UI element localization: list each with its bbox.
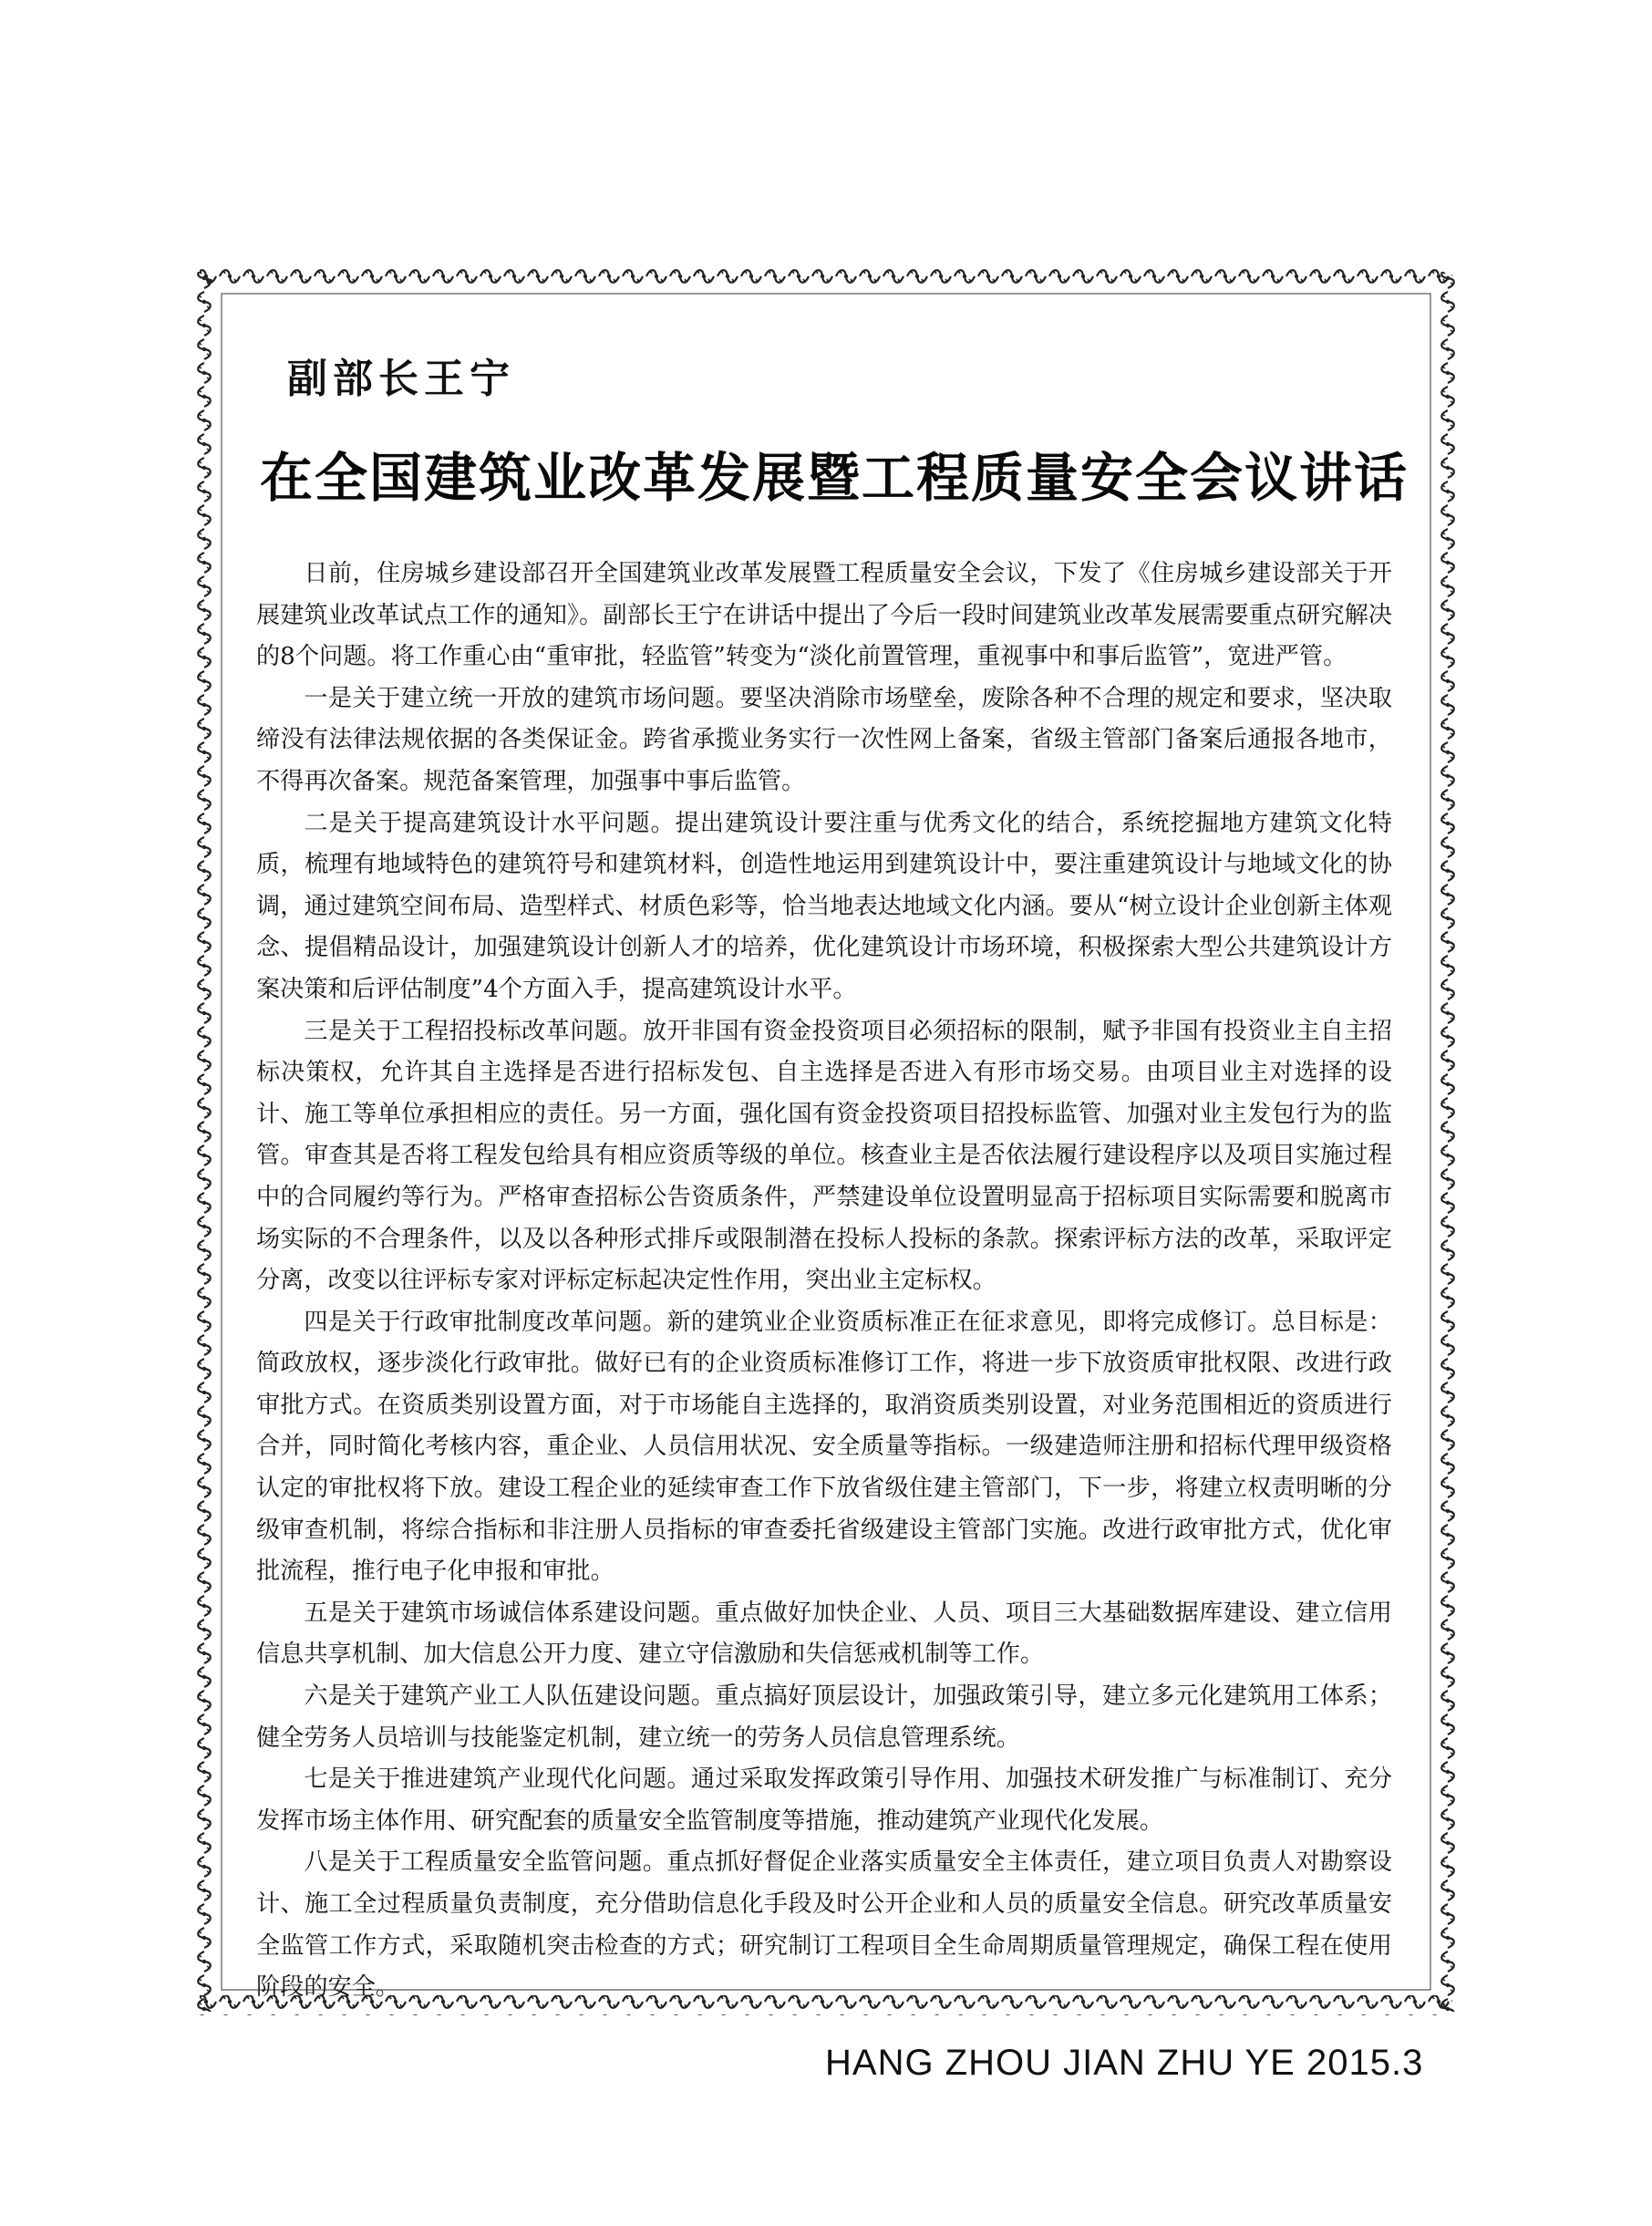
article-content: [251, 307, 1409, 2002]
paragraph: 一是关于建立统一开放的建筑市场问题。要坚决消除市场壁垒，废除各种不合理的规定和要求，坚决取缔没有法律法规依据的各类保证金。跨省承揽业务实行一次性网上备案，省级主管部门备案后通报各地市，不得再次备案。规范备案管理，加强事中事后监管。: [256, 684, 1392, 795]
article-frame: [194, 266, 1458, 2017]
paragraph: 二是关于提高建筑设计水平问题。提出建筑设计要注重与优秀文化的结合，系统挖掘地方建筑文化特质，梳理有地域特色的建筑符号和建筑材料，创造性地运用到建筑设计中，要注重建筑设计与地域文化的协调，通过建筑空间布局、造型样式、材质色彩等，恰当地表达地域文化内涵。要从“树立设计企业创新主体观念、提倡精品设计，加强建筑设计创新人才的培养，优化建筑设计市场环境，积极探索大型公共建筑设计方案决策和后评估制度”4个方面入手，提高建筑设计水平。: [256, 809, 1392, 1003]
paragraph: 七是关于推进建筑产业现代化问题。通过采取发挥政策引导作用、加强技术研发推广与标准制订、充分发挥市场主体作用、研究配套的质量安全监管制度等措施，推动建筑产业现代化发展。: [256, 1765, 1392, 1835]
article-body: [256, 554, 1392, 2009]
paragraph: 四是关于行政审批制度改革问题。新的建筑业企业资质标准正在征求意见，即将完成修订。总目标是：简政放权，逐步淡化行政审批。做好已有的企业资质标准修订工作，将进一步下放资质审批权限、改进行政审批方式。在资质类别设置方面，对于市场能自主选择的，取消资质类别设置，对业务范围相近的资质进行合并，同时简化考核内容，重企业、人员信用状况、安全质量等指标。一级建造师注册和招标代理甲级资格认定的审批权将下放。建设工程企业的延续审查工作下放省级住建主管部门，下一步，将建立权责明晰的分级审查机制，将综合指标和非注册人员指标的审查委托省级建设主管部门实施。改进行政审批方式，优化审批流程，推行电子化申报和审批。: [256, 1308, 1392, 1586]
paragraph: 八是关于工程质量安全监管问题。重点抓好督促企业落实质量安全主体责任，建立项目负责人对勘察设计、施工全过程质量负责制度，充分借助信息化手段及时公开企业和人员的质量安全信息。研究改革质量安全监管工作方式，采取随机突击检查的方式；研究制订工程项目全生命周期质量管理规定，确保工程在使用阶段的安全。: [256, 1848, 1392, 2002]
paragraph: 六是关于建筑产业工人队伍建设问题。重点搞好顶层设计，加强政策引导，建立多元化建筑用工体系；健全劳务人员培训与技能鉴定机制，建立统一的劳务人员信息管理系统。: [256, 1682, 1392, 1752]
article-title: 在全国建筑业改革发展暨工程质量安全会议讲话: [260, 447, 1409, 509]
journal-footer: HANG ZHOU JIAN ZHU YE 2015.3: [825, 2043, 1424, 2083]
article-kicker: 副部长王宁: [287, 356, 515, 402]
paragraph: 五是关于建筑市场诚信体系建设问题。重点做好加快企业、人员、项目三大基础数据库建设、建立信用信息共享机制、加大信息公开力度、建立守信激励和失信惩戒机制等工作。: [256, 1599, 1392, 1669]
paragraph: 三是关于工程招投标改革问题。放开非国有资金投资项目必须招标的限制，赋予非国有投资业主自主招标决策权，允许其自主选择是否进行招标发包、自主选择是否进入有形市场交易。由项目业主对选择的设计、施工等单位承担相应的责任。另一方面，强化国有资金投资项目招投标监管、加强对业主发包行为的监管。审查其是否将工程发包给具有相应资质等级的单位。核查业主是否依法履行建设程序以及项目实施过程中的合同履约等行为。严格审查招标公告资质条件，严禁建设单位设置明显高于招标项目实际需要和脱离市场实际的不合理条件，以及以各种形式排斥或限制潜在投标人投标的条款。探索评标方法的改革，采取评定分离，改变以往评标专家对评标定标起决定性作用，突出业主定标权。: [256, 1017, 1392, 1295]
paragraph: 日前，住房城乡建设部召开全国建筑业改革发展暨工程质量安全会议，下发了《住房城乡建设部关于开展建筑业改革试点工作的通知》。副部长王宁在讲话中提出了今后一段时间建筑业改革发展需要重点研究解决的8个问题。将工作重心由“重审批，轻监管”转变为“淡化前置管理，重视事中和事后监管”，宽进严管。: [256, 560, 1392, 671]
